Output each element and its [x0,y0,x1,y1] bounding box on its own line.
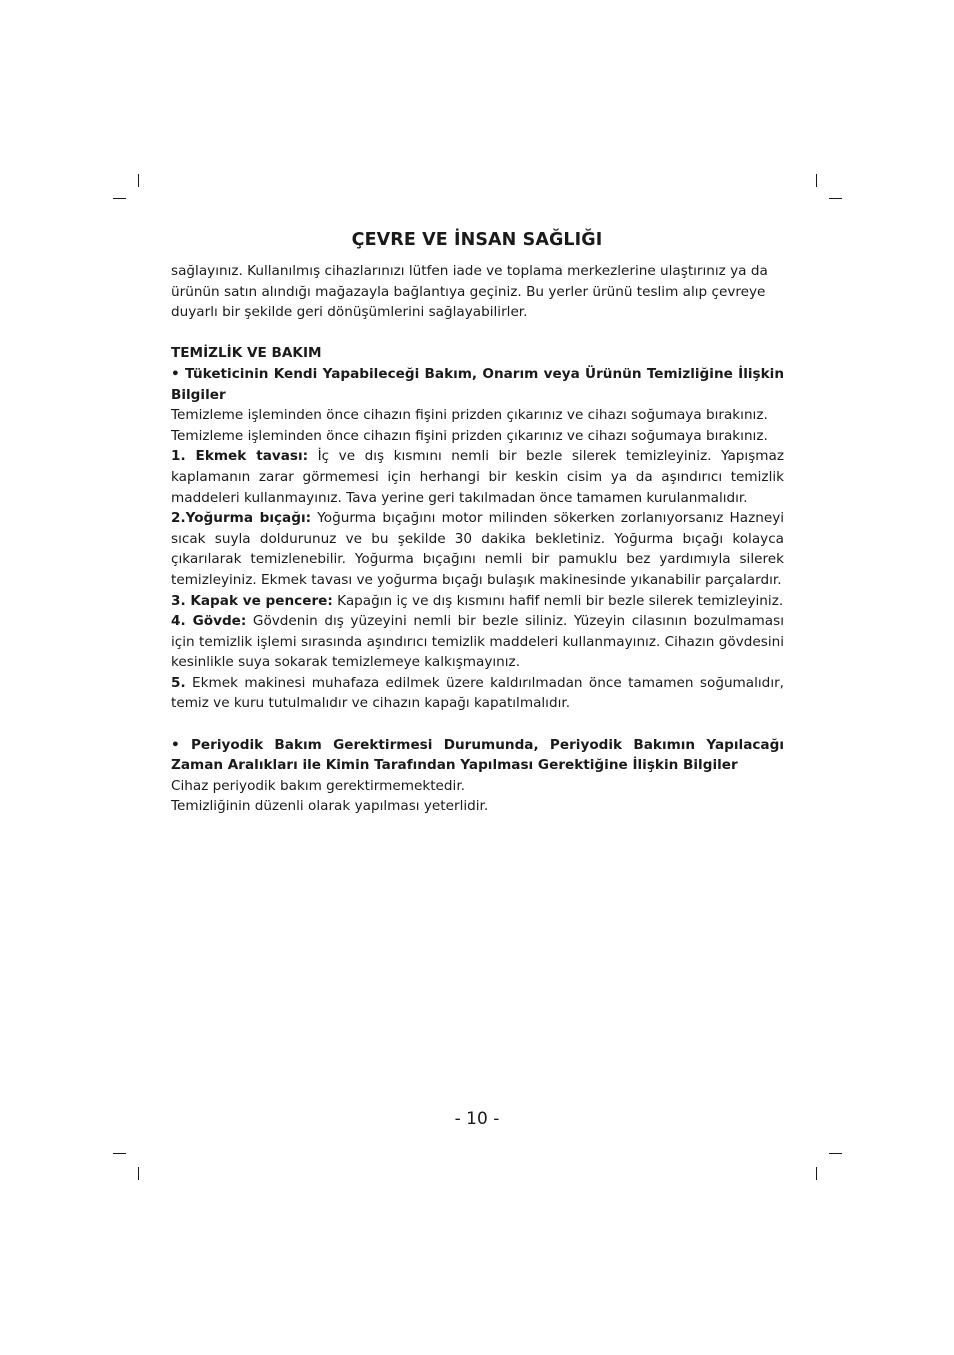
item-label: 4. Gövde: [171,613,247,630]
item-label: 3. Kapak ve pencere: [171,592,333,609]
cleaning-item-body [171,611,784,673]
crop-mark-bottom-left-vertical [138,1167,139,1180]
item-label: 2.Yoğurma bıçağı: [171,510,312,527]
periodic-line: Temizliğinin düzenli olarak yapılması yeterlidir. [171,798,489,815]
page-content [171,261,784,817]
page-number: - 10 - [454,1109,500,1129]
crop-mark-top-left-vertical [138,174,139,187]
crop-mark-top-right-vertical [816,174,817,187]
crop-mark-bottom-left-horizontal [113,1153,126,1154]
crop-mark-bottom-right-horizontal [829,1153,842,1154]
item-text: Yoğurma bıçağını motor milinden sökerken zorlanıyorsanız Hazneyi sıcak suyla doldurunuz ve bu şekilde 30 dakika bekletiniz. Yoğurma bıçağı kolayca çıkarılarak temizlenebilir. Yoğurma bıçağını nemli bir pamuklu bez yardımıyla silerek temizleyiniz. Ekmek tavası ve yoğurma bıçağı bulaşık makinesinde yıkanabilir parçalardır. [171,510,785,588]
intro-line: duyarlı bir şekilde geri dönüşümlerini sağlayabilirler. [171,304,528,321]
item-text: İç ve dış kısmını nemli bir bezle silerek temizleyiniz. Yapışmaz kaplamanın zarar görmemesi için herhangi bir keskin cisim ya da aşındırıcı temizlik maddeleri kullanmayınız. Tava yerine geri takılmadan önce tamamen kurulanmalıdır. [171,448,785,506]
periodic-line: Cihaz periyodik bakım gerektirmemektedir. [171,777,465,794]
item-label: 1. Ekmek tavası: [171,448,309,465]
item-text: Kapağın iç ve dış kısmını hafif nemli bir bezle silerek temizleyiniz. [337,592,784,609]
section-line: Temizleme işleminden önce cihazın fişini prizden çıkarınız ve cihazı soğumaya bırakınız. [171,407,768,424]
section-heading: TEMİZLİK VE BAKIM [171,345,322,362]
cleaning-item-kneading-blade [171,508,784,590]
section-subheading: • Tüketicinin Kendi Yapabileceği Bakım, Onarım veya Ürünün Temizliğine İlişkin Bilgiler [171,365,784,403]
cleaning-item-lid-window [171,591,784,612]
page-title: ÇEVRE VE İNSAN SAĞLIĞI [351,230,603,250]
crop-mark-top-left-horizontal [113,198,126,199]
intro-line: sağlayınız. Kullanılmış cihazlarınızı lütfen iade ve toplama merkezlerine ulaştırınız ya da [171,263,768,279]
crop-mark-top-right-horizontal [829,198,842,199]
item-text: Ekmek makinesi muhafaza edilmek üzere kaldırılmadan önce tamamen soğumalıdır, temiz ve kuru tutulmalıdır ve cihazın kapağı kapatılmalıdır. [171,674,784,712]
cleaning-item-storage [171,673,784,714]
item-text: Gövdenin dış yüzeyini nemli bir bezle siliniz. Yüzeyin cilasının bozulmaması için temizlik işlemi sırasında aşındırıcı temizlik maddeleri kullanmayınız. Cihazın gövdesini kesinlikle suya sokarak temizlemeye kalkışmayınız. [171,613,784,671]
section-line: Temizleme işleminden önce cihazın fişini prizden çıkarınız ve cihazı soğumaya bırakınız. [171,427,768,444]
item-label: 5. [171,674,186,691]
periodic-heading: • Periyodik Bakım Gerektirmesi Durumunda, Periyodik Bakımın Yapılacağı Zaman Aralıkları ile Kimin Tarafından Yapılması Gerektiğine İlişkin Bilgiler [171,736,784,774]
cleaning-item-pan [171,446,784,508]
crop-mark-bottom-right-vertical [816,1167,817,1180]
intro-line: ürünün satın alındığı mağazayla bağlantıya geçiniz. Bu yerler ürünü teslim alıp çevreye [171,283,766,300]
